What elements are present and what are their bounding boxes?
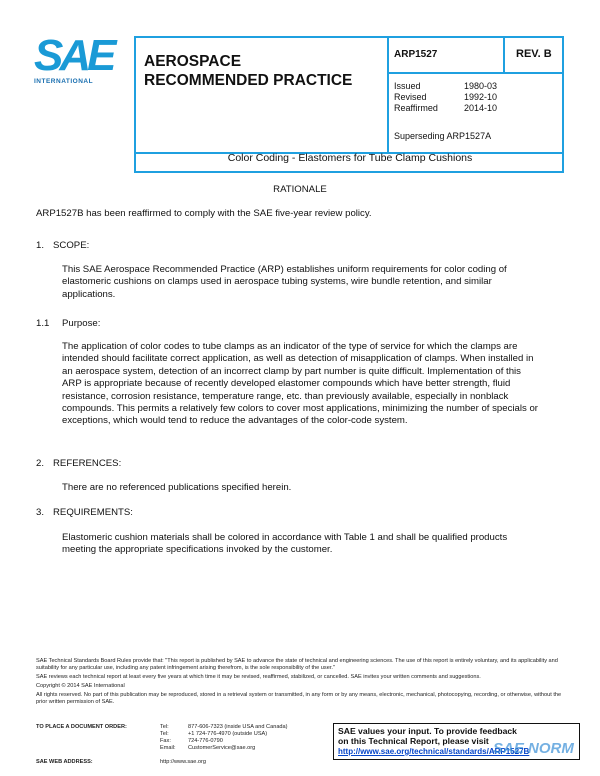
order-label: TO PLACE A DOCUMENT ORDER:: [36, 724, 127, 730]
section-heading-references: [36, 458, 121, 470]
contact-label: Tel:: [160, 724, 169, 730]
section-number: 1.: [36, 240, 45, 251]
requirements-text: Elastomeric cushion materials shall be colored in accordance with Table 1 and shall be qualified products meeting the appropriate specifications invoked by the customer.: [62, 532, 508, 556]
section-title: REFERENCES:: [53, 458, 122, 469]
section-number: 3.: [36, 507, 45, 518]
footer-notices: [36, 658, 566, 706]
watermark: SAE NORM: [493, 740, 574, 757]
divider: [387, 38, 389, 153]
scope-text: This SAE Aerospace Recommended Practice (ARP) establishes uniform requirements for color coding of elastomeric cushions on clamps used in aerospace tubing systems, wire bundle retention, and similar applications.: [62, 264, 507, 300]
rationale-text: ARP1527B has been reaffirmed to comply with the SAE five-year review policy.: [36, 208, 372, 219]
date-label: Reaffirmed: [394, 103, 438, 113]
document-header-box: [134, 36, 564, 173]
contact-value: +1 724-776-4970 (outside USA): [188, 731, 268, 737]
section-number: 1.1: [36, 318, 50, 329]
section-heading-requirements: [36, 507, 133, 519]
contact-label: Tel:: [160, 731, 169, 737]
contact-label: Email:: [160, 745, 176, 751]
revision: REV. B: [516, 48, 552, 60]
footer-paragraph: SAE Technical Standards Board Rules provide that: "This report is published by SAE to advance the state of technical and engineering sciences. The use of this report is entirely voluntary, and its applicability and suitability for any particular use, including any patent infringement arising therefrom, is the sole responsibility of the user.": [36, 658, 558, 671]
feedback-link[interactable]: http://www.sae.org/technical/standards/ARP1527B: [338, 747, 530, 756]
contact-value: 877-606-7323 (inside USA and Canada): [188, 724, 288, 730]
sae-logo-mark: SAE: [34, 31, 113, 80]
date-value: 2014-10: [464, 103, 498, 113]
web-address-label: SAE WEB ADDRESS:: [36, 759, 93, 765]
footer-paragraph: SAE reviews each technical report at least every five years at which time it may be revised, reaffirmed, stabilized, or cancelled. SAE invites your written comments and suggestions.: [36, 674, 481, 680]
section-heading-purpose: [36, 318, 100, 330]
date-table: [394, 81, 497, 114]
footer-paragraph: All rights reserved. No part of this publication may be reproduced, stored in a retrieval system or transmitted, in any form or by any means, electronic, mechanical, photocopying, recording, or otherwise, without the prior written permission of SAE.: [36, 692, 562, 705]
date-label: Revised: [394, 92, 427, 102]
section-number: 2.: [36, 458, 45, 469]
contact-list: [160, 724, 288, 752]
section-title: Purpose:: [62, 318, 101, 329]
section-title: REQUIREMENTS:: [53, 507, 133, 518]
title-line: RECOMMENDED PRACTICE: [144, 72, 353, 89]
feedback-text: on this Technical Report, please visit: [338, 736, 489, 746]
divider: [387, 72, 564, 74]
contact-label: Fax:: [160, 738, 171, 744]
section-heading-scope: [36, 240, 89, 252]
date-value: 1992-10: [464, 92, 498, 102]
contact-value: 724-776-0790: [188, 738, 223, 744]
purpose-text: The application of color codes to tube clamps as an indicator of the type of service for which the clamps are intended should facilitate correct application, as well as detection of misapplication of clamps. When installed in an aerospace system, detection of an incorrect clamp by part number is quite difficult. Implementation of this ARP is appropriate because of recently developed elastomer compounds which have better strength, fluid resistance, corrosion resistance, temperature range, etc. than previously available, especially in nonblack compounds. This permits a relatively few colors to cover most applications, minimizing the number of specials or exceptions, which would tend to reduce the advantages of the color-code system.: [62, 341, 538, 427]
contact-email[interactable]: CustomerService@sae.org: [188, 745, 256, 751]
superseding: Superseding ARP1527A: [394, 131, 492, 141]
date-label: Issued: [394, 81, 421, 91]
document-type-title: [144, 52, 352, 90]
document-subject: Color Coding - Elastomers for Tube Clamp Cushions: [227, 152, 473, 164]
references-text: There are no referenced publications specified herein.: [62, 482, 292, 493]
doc-number: ARP1527: [394, 49, 438, 60]
section-title: SCOPE:: [53, 240, 90, 251]
copyright: Copyright © 2014 SAE International: [36, 683, 125, 689]
sae-logo: [34, 31, 114, 85]
feedback-text: SAE values your input. To provide feedback: [338, 726, 517, 736]
divider: [503, 38, 505, 73]
rationale-heading: RATIONALE: [273, 184, 327, 195]
sae-logo-subtitle: INTERNATIONAL: [34, 78, 94, 85]
title-line: AEROSPACE: [144, 53, 242, 70]
web-address-link[interactable]: http://www.sae.org: [160, 759, 207, 765]
date-value: 1980-03: [464, 81, 498, 91]
